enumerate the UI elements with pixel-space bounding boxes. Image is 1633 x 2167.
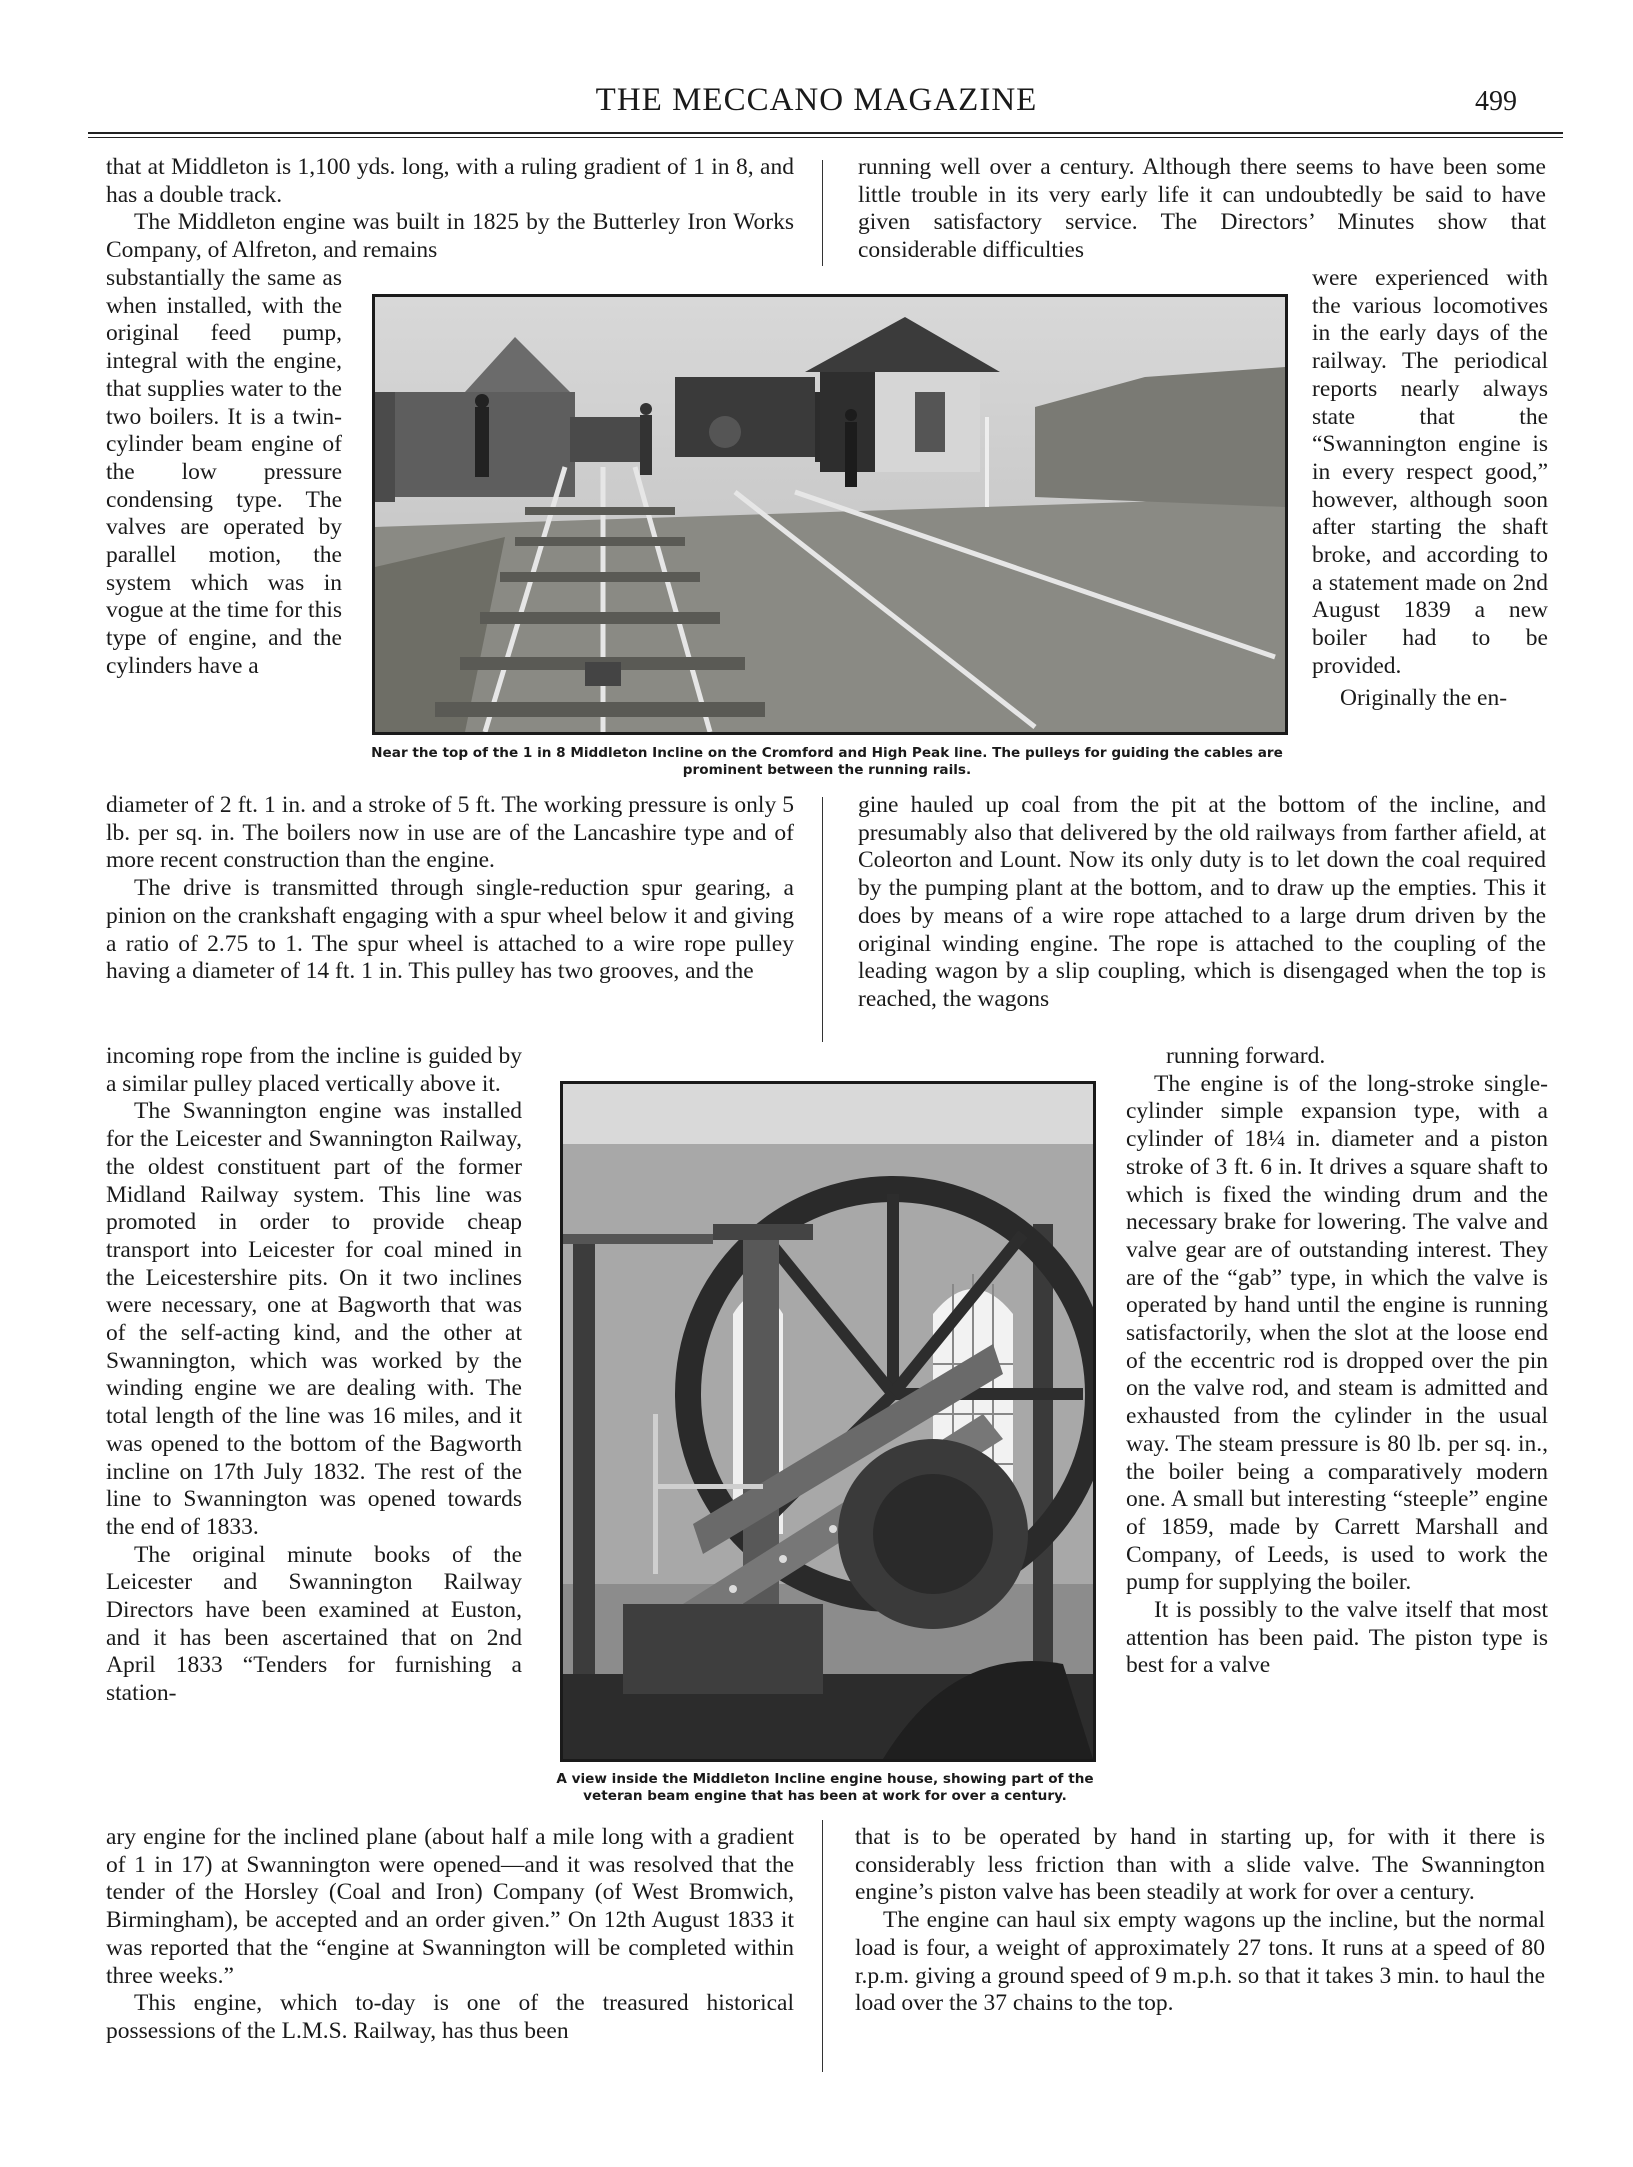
col1-mid-text <box>106 792 794 986</box>
page-number: 499 <box>1475 86 1517 117</box>
column-divider-bottom <box>822 1820 823 2072</box>
header-rule-thin <box>88 137 1563 138</box>
paragraph: incoming rope from the incline is guided by a similar pulley placed vertically above it. <box>106 1043 522 1097</box>
engine-house-photo <box>560 1081 1096 1762</box>
col1-top-text <box>106 154 794 265</box>
column-divider-top <box>822 160 823 266</box>
paragraph: The engine is of the long-stroke single-cylinder simple expansion type, with a cylinder of 18¼ in. diameter and a piston stroke of 3 ft. 6 in. It drives a square shaft to which is fixed the winding drum and the necessary brake for lowering. The valve and valve gear are of outstanding interest. They are of the “gab” type, in which the valve is operated by hand until the engine is running satisfactorily, when the slot at the loose end of the eccentric rod is dropped over the pin on the valve rod, and steam is admitted and exhausted from the cylinder in the usual way. The steam pressure is 80 lb. per sq. in., the boiler being a comparatively modern one. A small but interesting “steeple” engine of 1859, made by Carrett Marshall and Company, of Leeds, is used to work the pump for supplying the boiler. <box>1126 1070 1548 1596</box>
col2-bottom-text <box>855 1824 1545 2018</box>
header-rule <box>88 132 1563 134</box>
paragraph: that is to be operated by hand in starting up, for with it there is considerably less friction than with a slide valve. The Swannington engine’s piston valve has been steadily at work for over a century. <box>855 1824 1545 1906</box>
col2-side2-text <box>1126 1043 1548 1680</box>
column-divider-middle <box>822 797 823 1042</box>
paragraph: running well over a century. Although there seems to have been some little trouble in its very early life it can undoubtedly be said to have given satisfactory service. The Directors’ Minutes show that considerable difficulties <box>858 154 1546 264</box>
paragraph: gine hauled up coal from the pit at the bottom of the incline, and presumably also that delivered by the old railways from farther afield, at Coleorton and Lount. Now its only duty is to let down the coal required by the pumping plant at the bottom, and to draw up the empties. This it does by means of a wire rope attached to a large drum driven by the original winding engine. The rope is attached to the coupling of the leading wagon by a slip coupling, which is disengaged when the top is reached, the wagons <box>858 792 1546 1012</box>
paragraph: The original minute books of the Leicester and Swannington Railway Directors have been examined at Euston, and it has been ascertained that on 2nd April 1833 “Tenders for furnishing a station- <box>106 1541 522 1707</box>
paragraph: substantially the same as when installed, with the original feed pump, integral with the engine, that supplies water to the two boilers. It is a twin-cylinder beam engine of the low pressure condensing type. The valves are operated by parallel motion, the system which was in vogue at the time for this type of engine, and the cylinders have a <box>106 265 342 679</box>
paragraph: The Middleton engine was built in 1825 by the Butterley Iron Works Company, of Alfreton, and remains <box>106 209 794 264</box>
paragraph: Originally the en- <box>1340 684 1508 711</box>
col2-side-text <box>1312 265 1548 712</box>
engine-house-caption: A view inside the Middleton Incline engine house, showing part of the veteran beam engine that has been at work for over a century. <box>556 1771 1094 1804</box>
magazine-title: THE MECCANO MAGAZINE <box>595 82 1038 118</box>
paragraph: ary engine for the inclined plane (about half a mile long with a gradient of 1 in 17) at Swannington were opened—and it was resolved that the tender of the Horsley (Coal and Iron) Company (of West Bromwich, Birmingham), be accepted and an order given.” On 12th August 1833 it was reported that the “engine at Swannington will be completed within three weeks.” <box>106 1824 794 1989</box>
paragraph: that at Middleton is 1,100 yds. long, with a ruling gradient of 1 in 8, and has a double track. <box>106 154 794 208</box>
paragraph: This engine, which to-day is one of the treasured historical possessions of the L.M.S. Railway, has thus been <box>106 1990 794 2044</box>
paragraph: diameter of 2 ft. 1 in. and a stroke of 5 ft. The working pressure is only 5 lb. per sq. in. The boilers now in use are of the Lancashire type and of more recent construction than the engine. <box>106 792 794 874</box>
paragraph: were experienced with the various locomotives in the early days of the railway. The periodical reports nearly always state that the “Swannington engine is in every respect good,” however, although soon after starting the shaft broke, and according to a statement made on 2nd August 1839 a new boiler had to be provided. <box>1312 265 1548 679</box>
col1-side-text <box>106 265 342 681</box>
col2-top-text <box>858 154 1546 265</box>
paragraph: The Swannington engine was installed for the Leicester and Swannington Railway, the oldest constituent part of the former Midland Railway system. This line was promoted in order to provide cheap transport into Leicester for coal mined in the Leicestershire pits. On it two inclines were necessary, one at Bagworth that was of the self-acting kind, and the other at Swannington, which was worked by the winding engine we are dealing with. The total length of the line was 16 miles, and it was opened to the bottom of the Bagworth incline on 17th July 1832. The rest of the line to Swannington was opened towards the end of 1833. <box>106 1098 522 1540</box>
incline-photo <box>372 294 1288 735</box>
col1-bottom-text <box>106 1824 794 2046</box>
paragraph: It is possibly to the valve itself that most attention has been paid. The piston type is best for a valve <box>1126 1597 1548 1679</box>
incline-caption: Near the top of the 1 in 8 Middleton Incline on the Cromford and High Peak line. The pulleys for guiding the cables are prominent between the running rails. <box>371 745 1283 778</box>
paragraph: running forward. <box>1166 1043 1326 1069</box>
paragraph: The drive is transmitted through single-reduction spur gearing, a pinion on the crankshaft engaging with a spur wheel below it and giving a ratio of 2.75 to 1. The spur wheel is attached to a wire rope pulley having a diameter of 14 ft. 1 in. This pulley has two grooves, and the <box>106 875 794 985</box>
col2-mid-text <box>858 792 1546 1014</box>
paragraph: The engine can haul six empty wagons up the incline, but the normal load is four, a weight of approximately 27 tons. It runs at a speed of 80 r.p.m. giving a ground speed of 9 m.p.h. so that it takes 3 min. to haul the load over the 37 chains to the top. <box>855 1907 1545 2017</box>
col1-side2-text <box>106 1043 522 1708</box>
